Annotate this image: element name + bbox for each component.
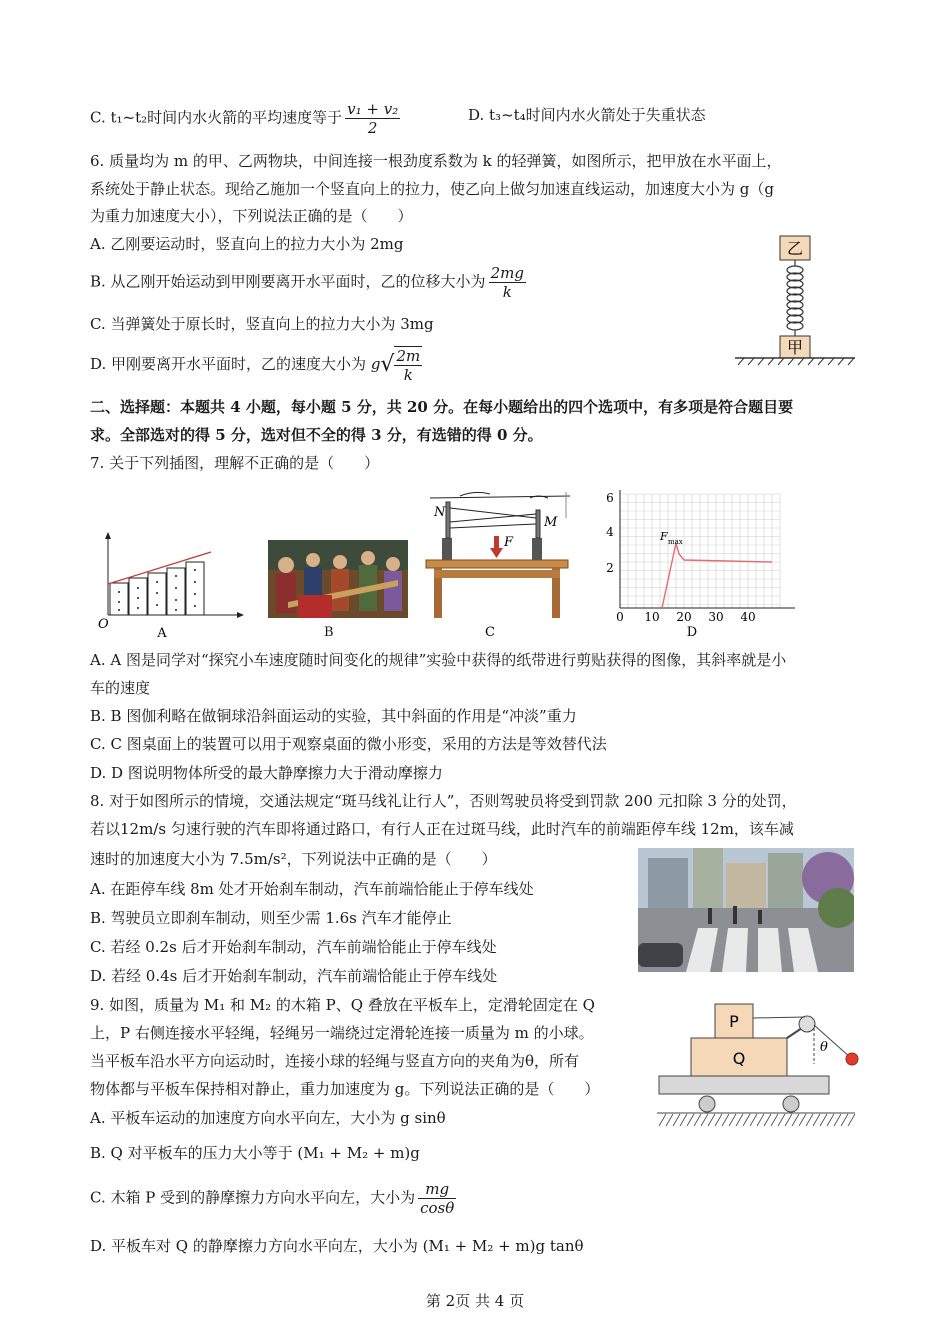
fig-a-origin: O — [98, 617, 109, 632]
q9-stem-2: 上，P 右侧连接水平轻绳，轻绳另一端绕过定滑轮连接一质量为 m 的小球。 — [90, 1024, 594, 1042]
fig-d-xtick: 20 — [676, 610, 692, 624]
section2-line-2: 求。全部选对的得 5 分，选对但不全的得 3 分，有选错的得 0 分。 — [90, 426, 543, 444]
q9-option-d: D. 平板车对 Q 的静摩擦力方向水平向左，大小为 (M₁ + M₂ + m)g tanθ — [90, 1237, 584, 1255]
fig-b-label: B — [324, 625, 334, 640]
theta-label: θ — [820, 1040, 828, 1055]
fig-d-xtick: 0 — [616, 610, 624, 624]
mirror-m — [536, 510, 540, 538]
block-yi-label: 乙 — [786, 239, 804, 258]
fig-c-n-label: N — [434, 505, 446, 520]
q6-spring-figure — [730, 232, 860, 372]
pulley — [799, 1016, 815, 1032]
box-p-label: P — [729, 1012, 739, 1031]
fig-d-max-sub: max — [668, 538, 683, 546]
mirror-n-stand — [442, 538, 452, 560]
q7-stem: 7. 关于下列插图，理解不正确的是（ ） — [90, 454, 380, 472]
fit-line — [108, 552, 211, 584]
wheel-right — [783, 1096, 799, 1112]
fig-c-m-label: M — [544, 515, 558, 530]
section2-line-1: 二、选择题：本题共 4 小题，每小题 5 分，共 20 分。在每小题给出的四个选项中，有多项是符合题目要 — [90, 398, 794, 416]
q9-stem-1: 9. 如图，质量为 M₁ 和 M₂ 的木箱 P、Q 叠放在平板车上，定滑轮固定在 Q — [90, 996, 595, 1014]
fig-d-f-label: F — [660, 530, 668, 543]
fig-d-xtick: 30 — [708, 610, 724, 624]
q9-c-fraction: $\frac{mg}{\cos\theta}$ — [420, 1180, 455, 1217]
q7-option-a-1: A. A 图是同学对“探究小车速度随时间变化的规律”实验中获得的纸带进行剪贴获得的图像，其斜率就是小 — [90, 651, 787, 669]
tape-dots — [118, 569, 196, 611]
spring — [787, 260, 803, 336]
mirror-n — [446, 502, 450, 538]
q7-figure-d — [600, 488, 800, 643]
q6-option-b: B. 从乙刚开始运动到甲刚要离开水平面时，乙的位移大小为 $\frac{2mg}{k}$ — [90, 264, 524, 301]
fig-c-label: C — [485, 625, 495, 640]
ground-hatch — [659, 1114, 855, 1126]
galileo-painting — [268, 540, 408, 640]
q5-option-c: C. t₁~t₂时间内水火箭的平均速度等于 $\frac{\text{v₁ + v₂}}{2}$ — [90, 100, 399, 137]
q8-stem-2: 若以12m/s 匀速行驶的汽车即将通过路口，有行人正在过斑马线，此时汽车的前端距停车线 12m，该车减 — [90, 820, 794, 838]
q7-figure-c — [420, 488, 575, 643]
q6-stem-2: 系统处于静止状态。现给乙施加一个竖直向上的拉力，使乙向上做匀加速直线运动，加速度大小为 g（g — [90, 180, 774, 198]
q6-b-fraction: $\frac{2mg}{k}$ — [490, 264, 524, 301]
q7-figure-b — [268, 540, 408, 644]
q8-stem-1: 8. 对于如图所示的情境，交通法规定“斑马线礼让行人”，否则驾驶员将受到罚款 200 元扣除 3 分的处罚， — [90, 792, 797, 810]
q7-option-b: B. B 图伽利略在做铜球沿斜面运动的实验，其中斜面的作用是“冲淡”重力 — [90, 707, 577, 725]
fig-d-label: D — [686, 625, 698, 640]
q6-option-d: D. 甲刚要离开水平面时，乙的速度大小为 g√ $\frac{2m}{k}$ — [90, 347, 421, 384]
q8-option-c: C. 若经 0.2s 后才开始刹车制动，汽车前端恰能止于停车线处 — [90, 938, 497, 956]
q5-fraction: $\frac{\text{v₁ + v₂}}{2}$ — [347, 100, 399, 137]
ball — [846, 1053, 858, 1065]
fig-d-grid — [620, 494, 780, 608]
wheel-left — [699, 1096, 715, 1112]
sqrt-sign: √ — [380, 352, 395, 377]
block-jia-label: 甲 — [786, 338, 804, 357]
rope-horizontal — [753, 1017, 805, 1018]
force-arrow — [494, 536, 499, 550]
q6-stem-3: 为重力加速度大小），下列说法正确的是（ ） — [90, 207, 413, 225]
q8-option-d: D. 若经 0.4s 后才开始刹车制动，汽车前端恰能止于停车线处 — [90, 967, 498, 985]
q6-option-a: A. 乙刚要运动时，竖直向上的拉力大小为 2mg — [90, 235, 404, 253]
fig-d-ytick: 2 — [606, 561, 614, 575]
q6-option-c: C. 当弹簧处于原长时，竖直向上的拉力大小为 3mg — [90, 315, 434, 333]
q8-stem-3: 速时的加速度大小为 7.5m/s²，下列说法中正确的是（ ） — [90, 850, 497, 868]
q9-stem-4: 物体都与平板车保持相对静止，重力加速度为 g。下列说法正确的是（ ） — [90, 1080, 600, 1098]
q9-option-b: B. Q 对平板车的压力大小等于 (M₁ + M₂ + m)g — [90, 1144, 420, 1162]
q8-option-a: A. 在距停车线 8m 处才开始刹车制动，汽车前端恰能止于停车线处 — [90, 880, 534, 898]
q5-option-d: D. t₃~t₄时间内水火箭处于失重状态 — [468, 106, 706, 124]
box-q-label: Q — [732, 1049, 746, 1068]
fig-c-f-label: F — [504, 535, 514, 550]
crosswalk-photo — [638, 848, 854, 972]
q7-option-c: C. C 图桌面上的装置可以用于观察桌面的微小形变，采用的方法是等效替代法 — [90, 735, 607, 753]
mirror-m-stand — [532, 538, 542, 560]
page-footer: 第 2页 共 4 页 — [425, 1292, 525, 1310]
tape-strips — [110, 562, 204, 615]
q7-option-a-2: 车的速度 — [90, 679, 151, 697]
fig-d-xtick: 40 — [740, 610, 756, 624]
fig-d-xtick: 10 — [644, 610, 660, 624]
ground-hatch — [738, 358, 854, 365]
friction-curve — [662, 543, 772, 608]
q7-option-d: D. D 图说明物体所受的最大静摩擦力大于滑动摩擦力 — [90, 764, 443, 782]
cart-body — [659, 1076, 829, 1094]
q9-option-a: A. 平板车运动的加速度方向水平向左，大小为 g sinθ — [90, 1109, 446, 1127]
q6-stem-1: 6. 质量均为 m 的甲、乙两物块，中间连接一根劲度系数为 k 的轻弹簧，如图所示，把甲放在水平面上， — [90, 152, 782, 170]
q6-d-fraction: $\frac{2m}{k}$ — [396, 347, 421, 384]
fig-a-label: A — [157, 626, 167, 641]
q9-cart-figure — [655, 998, 865, 1133]
fig-d-ytick: 6 — [606, 491, 614, 505]
q8-option-b: B. 驾驶员立即刹车制动，则至少需 1.6s 汽车才能停止 — [90, 909, 452, 927]
q7-figure-a — [96, 530, 246, 642]
tabletop — [426, 560, 568, 568]
fig-d-ytick: 4 — [606, 525, 614, 539]
q9-stem-3: 当平板车沿水平方向运动时，连接小球的轻绳与竖直方向的夹角为θ，所有 — [90, 1052, 580, 1070]
q9-option-c: C. 木箱 P 受到的静摩擦力方向水平向左，大小为 $\frac{mg}{\cos\theta}$ — [90, 1180, 455, 1217]
